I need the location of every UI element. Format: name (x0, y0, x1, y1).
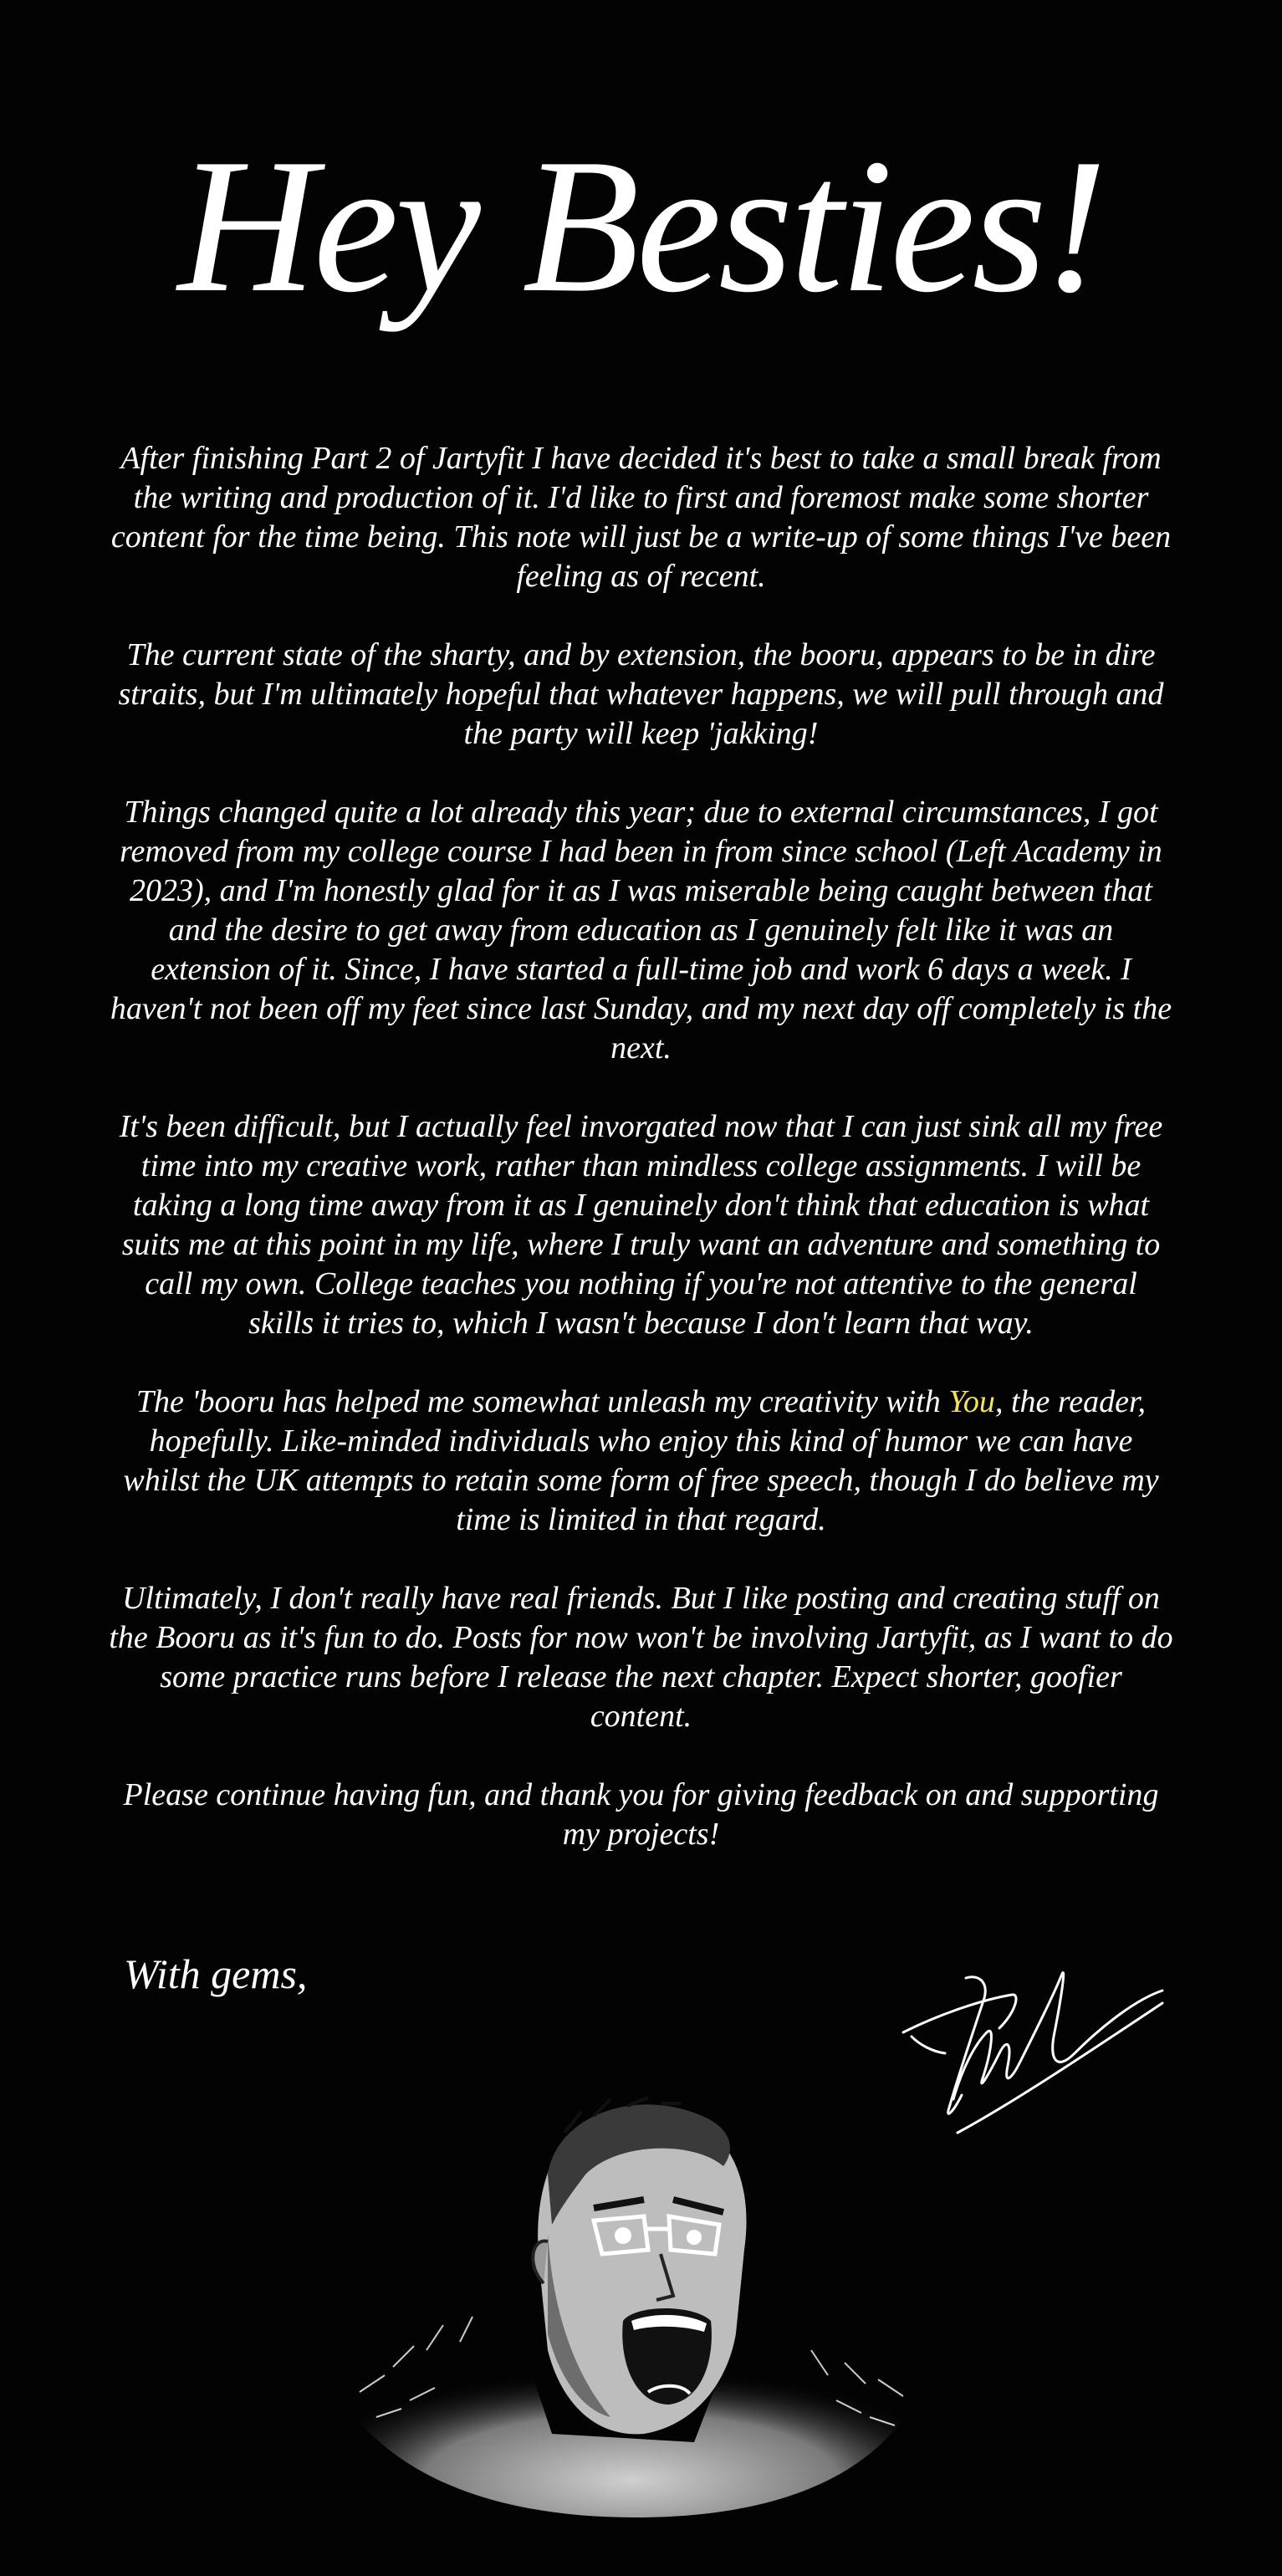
paragraph-4: It's been difficult, but I actually feel invorgated now that I can just sink all my free time into my creative work, rather than mindless college assignments. I will be taking a long time away from it as I genuinely don't think that education is what suits me at this point in my life, where I truly want an adventure and something to call my own. College teaches you nothing if you're not attentive to the general skills it tries to, which I wasn't because I don't learn that way. (119, 1109, 1163, 1341)
paragraph-5-end: , the reader, hopefully. Like-minded individuals who enjoy this kind of humor we can have whilst the UK attempts to retain some form of free speech, though I do believe my time is limited in that regard. (123, 1384, 1159, 1537)
letter-body (109, 439, 1173, 1894)
highlight-you: You (948, 1384, 995, 1419)
paragraph-3: Things changed quite a lot already this year; due to external circumstances, I got removed from my college course I had been in from since school (Left Academy in 2023), and I'm honestly glad for it as I was miserable being caught between that and the desire to get away from education as I genuinely felt like it was an extension of it. Since, I have started a full-time job and work 6 days a week. I haven't not been off my feet since last Sunday, and my next day off completely is the next. (110, 795, 1172, 1066)
signoff: With gems, (124, 1950, 308, 1997)
paragraph-2: The current state of the sharty, and by extension, the booru, appears to be in dire straits, but I'm ultimately hopeful that whatever happens, we will pull through and the party will keep 'jakking! (118, 637, 1164, 751)
signature-image (895, 1953, 1171, 2154)
paragraph-5-start: The 'booru has helped me somewhat unleash my creativity with (135, 1384, 949, 1419)
paragraph-7: Please continue having fun, and thank you for giving feedback on and supporting my projects! (123, 1777, 1159, 1852)
paragraph-6: Ultimately, I don't really have real friends. But I like posting and creating stuff on the Booru as it's fun to do. Posts for now won't be involving Jartyfit, as I want to do some practice runs before I release the next chapter. Expect shorter, goofier content. (109, 1581, 1173, 1734)
paragraph-1: After finishing Part 2 of Jartyfit I have decided it's best to take a small break from the writing and production of it. I'd like to first and foremost make some shorter content for the time being. This note will just be a write-up of some things I've been feeling as of recent. (110, 441, 1172, 594)
paragraph-5 (109, 1383, 1173, 1540)
page-title: Hey Besties! (177, 119, 1105, 332)
portrait-image (343, 2083, 928, 2517)
